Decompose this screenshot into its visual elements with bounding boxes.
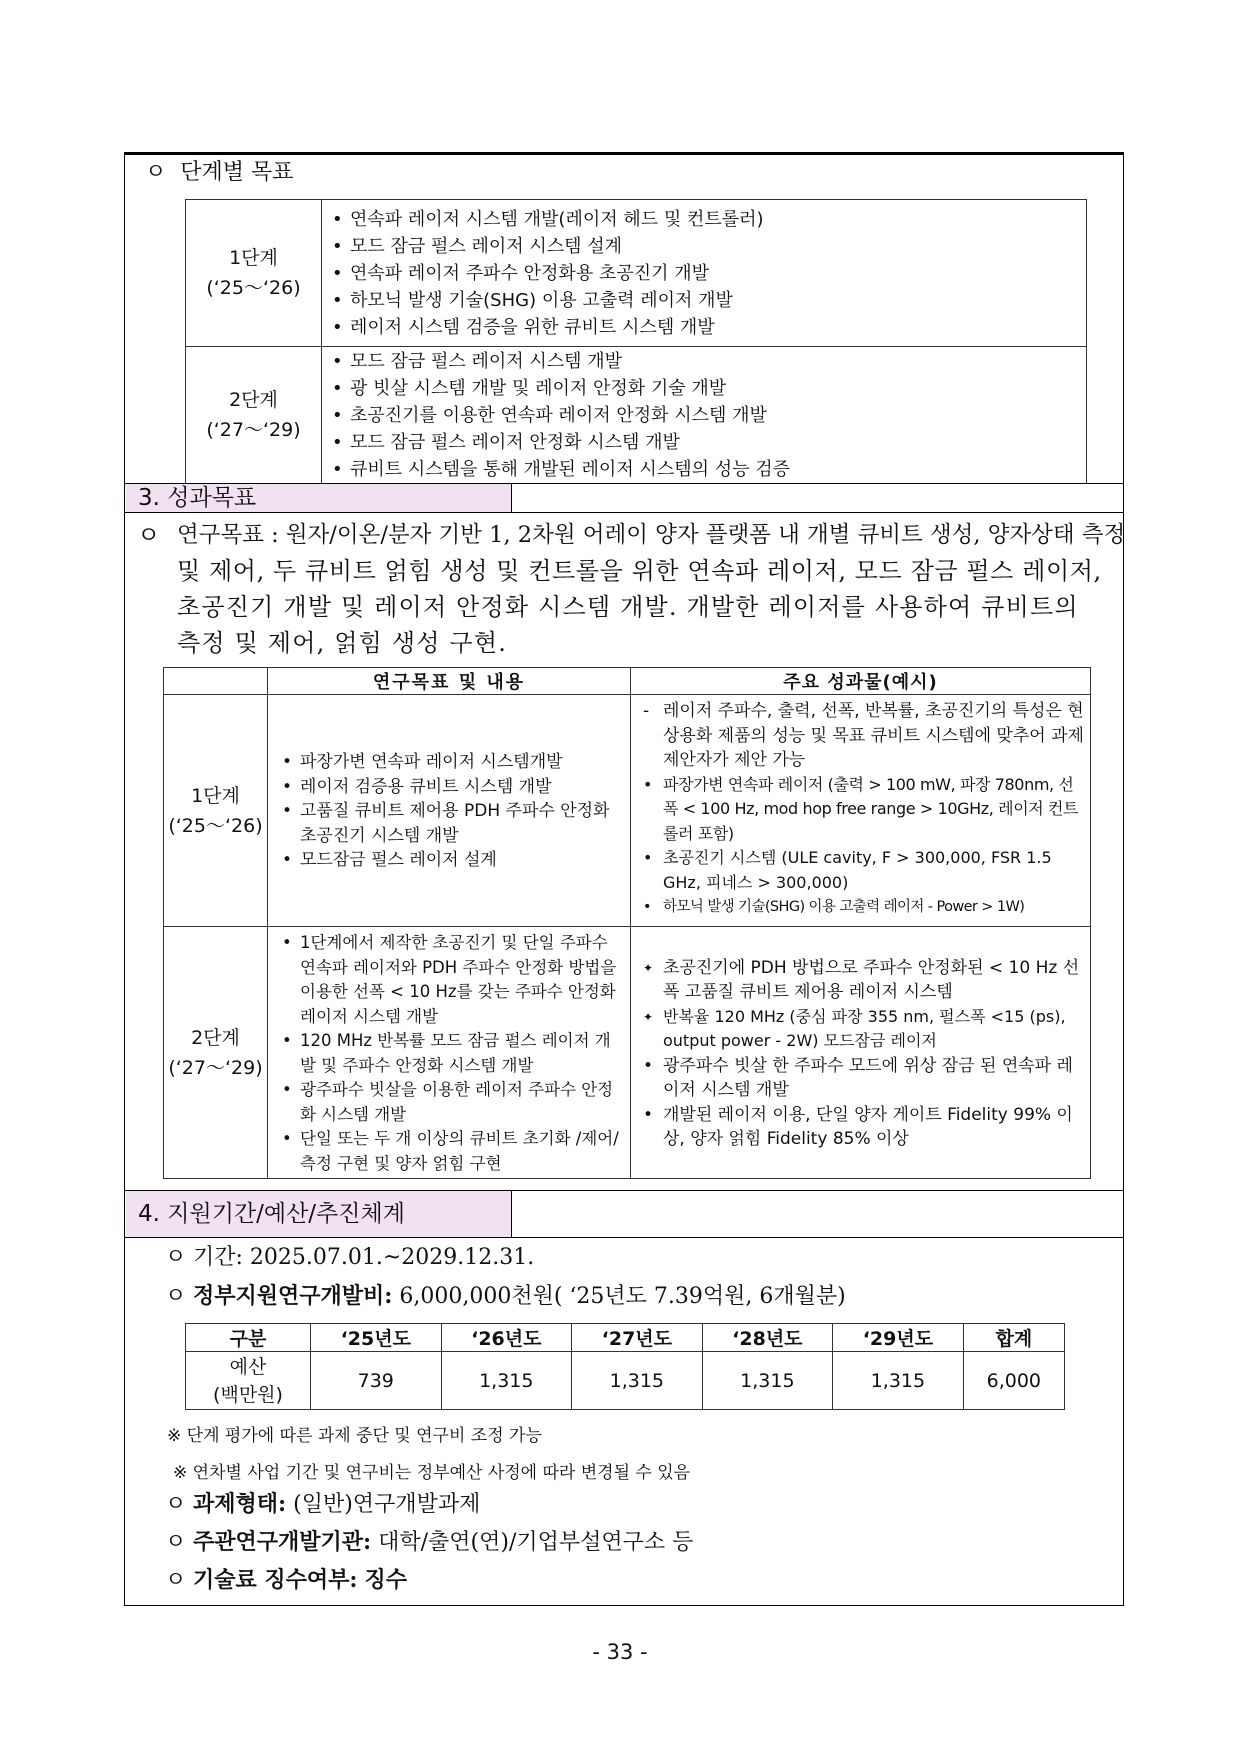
stage-1-outputs (631, 695, 1091, 927)
circle-bullet-icon: ㅇ (165, 1530, 187, 1555)
budget-header: ‘29년도 (833, 1324, 964, 1352)
list-item: • 광주파수 빗살을 이용한 레이저 주파수 안정화 시스템 개발 (274, 1078, 626, 1127)
output-text: 초공진기에 PDH 방법으로 주파수 안정화된 < 10 Hz 선폭 고품질 큐비트 제어용 레이저 시스템 (663, 957, 1080, 1002)
stage-1-label (164, 695, 268, 927)
circle-bullet-icon: ㅇ (165, 1492, 187, 1517)
list-item: • 레이저 시스템 검증을 위한 큐비트 시스템 개발 (322, 314, 1086, 341)
project-type-value: (일반)연구개발과제 (293, 1492, 481, 1517)
stage-goals-table (185, 199, 1087, 484)
list-item: • 하모닉 발생 기술(SHG) 이용 고출력 레이저 개발 (322, 287, 1086, 314)
budget-header: ‘28년도 (702, 1324, 833, 1352)
period-line (165, 1241, 534, 1275)
bullet-marker: • (643, 899, 651, 915)
stage-goals-heading (145, 157, 294, 189)
list-item (637, 895, 1086, 920)
budget-cell: 1,315 (572, 1352, 703, 1410)
list-item: • 모드 잠금 펄스 레이저 안정화 시스템 개발 (322, 429, 1086, 456)
list-item: • 초공진기를 이용한 연속파 레이저 안정화 시스템 개발 (322, 402, 1086, 429)
period-value: 2025.07.01.~2029.12.31. (249, 1245, 535, 1270)
funding-label: 정부지원연구개발비: (193, 1283, 393, 1309)
table-header-outputs: 주요 성과물(예시) (631, 668, 1091, 695)
output-text: 파장가변 연속파 레이저 (출력 > 100 mW, 파장 780nm, 선폭 < 100 Hz, mod hop free range > 10GHz, 레이저 컨트롤러 포함) (663, 774, 1079, 843)
note-text: ※ 연차별 사업 기간 및 연구비는 정부예산 사정에 따라 변경될 수 있음 (173, 1463, 691, 1483)
budget-header: ‘25년도 (311, 1324, 442, 1352)
stage-2-outputs (631, 927, 1091, 1179)
list-item: • 모드잠금 펄스 레이저 설계 (274, 848, 626, 873)
star-marker: ✦ (643, 1009, 654, 1024)
bullet-marker: • (643, 848, 653, 867)
stage-period: (‘25～‘26) (206, 277, 301, 299)
list-item: • 단일 또는 두 개 이상의 큐비트 초기화 /제어/측정 구현 및 양자 얽힘 구현 (274, 1127, 626, 1176)
divider (125, 1237, 1123, 1238)
budget-cell: 6,000 (963, 1352, 1064, 1410)
budget-header: ‘26년도 (441, 1324, 572, 1352)
funding-value: 6,000,000천원( ‘25년도 7.39억원, 6개월분) (399, 1284, 846, 1309)
paragraph-line: 측정 및 제어, 얽힘 생성 구현. (177, 629, 508, 657)
list-item: • 연속파 레이저 주파수 안정화용 초공진기 개발 (322, 260, 1086, 287)
tech-fee-value: 징수 (364, 1567, 408, 1593)
circle-bullet-icon: ㅇ (145, 160, 167, 185)
circle-bullet-icon: ㅇ (165, 1284, 187, 1309)
stage-name: 1단계 (229, 247, 278, 269)
section-4-title: 4. 지원기간/예산/추진체계 (138, 1201, 405, 1227)
list-item: • 파장가변 연속파 레이저 시스템개발 (274, 750, 626, 775)
budget-cell: 1,315 (833, 1352, 964, 1410)
performance-table (163, 667, 1091, 1179)
section-3-title: 3. 성과목표 (138, 485, 257, 511)
tech-fee-line (165, 1563, 407, 1598)
list-item (637, 1103, 1086, 1152)
stage-2-label (164, 927, 268, 1179)
list-item (637, 846, 1086, 895)
list-item: • 모드 잠금 펄스 레이저 시스템 설계 (322, 233, 1086, 260)
budget-cell: 739 (311, 1352, 442, 1410)
table-header-goals: 연구목표 및 내용 (268, 668, 631, 695)
organization-value: 대학/출연(연)/기업부설연구소 등 (378, 1530, 694, 1555)
list-item: • 1단계에서 제작한 초공진기 및 단일 주파수 연속파 레이저와 PDH 주파수 안정화 방법을 이용한 선폭 < 10 Hz를 갖는 주파수 안정화 레이저 시스템 개발 (274, 931, 626, 1029)
circle-bullet-icon: ㅇ (165, 1568, 187, 1593)
bullet-marker: • (643, 1055, 654, 1076)
bullet-marker: • (643, 774, 653, 794)
list-item: • 120 MHz 반복률 모드 잠금 펄스 레이저 개발 및 주파수 안정화 시스템 개발 (274, 1029, 626, 1078)
circle-bullet-icon: ㅇ (137, 521, 161, 549)
output-text: 반복율 120 MHz (중심 파장 355 nm, 펄스폭 <15 (ps), output power - 2W) 모드잠금 레이저 (663, 1006, 1066, 1050)
list-item (637, 1005, 1086, 1054)
stage-goals-title: 단계별 목표 (180, 160, 294, 185)
list-item: • 연속파 레이저 시스템 개발(레이저 헤드 및 컨트롤러) (322, 206, 1086, 233)
stage-name: 2단계 (191, 1026, 240, 1049)
funding-line (165, 1279, 846, 1314)
stage-2-items (322, 347, 1087, 484)
list-item: • 레이저 검증용 큐비트 시스템 개발 (274, 775, 626, 800)
budget-header: 합계 (963, 1324, 1064, 1352)
stage-1-goals (268, 695, 631, 927)
organization-label: 주관연구개발기관: (193, 1529, 372, 1555)
output-text: 광주파수 빗살 한 주파수 모드에 위상 잠금 된 연속파 레이저 시스템 개발 (663, 1055, 1073, 1100)
table-header-empty (164, 668, 268, 695)
project-type-label: 과제형태: (193, 1491, 287, 1517)
star-marker: ✦ (643, 960, 654, 975)
note-text: ※ 단계 평가에 따른 과제 중단 및 연구비 조정 가능 (167, 1426, 542, 1446)
list-item (637, 699, 1086, 773)
budget-row-label (186, 1352, 311, 1410)
dash-marker: - (643, 701, 650, 721)
stage-period: (‘27～‘29) (168, 1056, 263, 1079)
budget-table (185, 1323, 1065, 1410)
stage-1-label (186, 200, 322, 347)
stage-2-goals (268, 927, 631, 1179)
list-item (637, 1054, 1086, 1103)
output-text: 개발된 레이저 이용, 단일 양자 게이트 Fidelity 99% 이상, 양자 얽힘 Fidelity 85% 이상 (663, 1104, 1073, 1149)
bullet-marker: • (643, 1104, 654, 1125)
budget-header: ‘27년도 (572, 1324, 703, 1352)
paragraph-line: 초공진기 개발 및 레이저 안정화 시스템 개발. 개발한 레이저를 사용하여 큐비트의 (177, 593, 1079, 621)
circle-bullet-icon: ㅇ (165, 1245, 187, 1270)
section-4-header (126, 1191, 512, 1237)
stage-1-items (322, 200, 1087, 347)
stage-period: (‘25～‘26) (168, 814, 263, 837)
list-item (637, 773, 1086, 847)
divider (125, 512, 1123, 513)
tech-fee-label: 기술료 징수여부: (193, 1567, 358, 1593)
page-number: - 33 - (592, 1640, 648, 1664)
budget-header: 구분 (186, 1324, 311, 1352)
paragraph-line: 및 제어, 두 큐비트 얽힘 생성 및 컨트롤을 위한 연속파 레이저, 모드 잠금 펄스 레이저, (177, 557, 1102, 585)
list-item: • 고품질 큐비트 제어용 PDH 주파수 안정화 초공진기 시스템 개발 (274, 799, 626, 848)
research-goal-paragraph (137, 517, 1126, 661)
stage-period: (‘27～‘29) (206, 419, 301, 441)
budget-unit: (백만원) (213, 1383, 283, 1406)
output-text: 하모닉 발생 기술(SHG) 이용 고출력 레이저 - Power > 1W) (663, 899, 1025, 915)
organization-line (165, 1525, 693, 1560)
section-3-header (126, 484, 512, 512)
list-item: • 큐비트 시스템을 통해 개발된 레이저 시스템의 성능 검증 (322, 456, 1086, 483)
output-text: 초공진기 시스템 (ULE cavity, F > 300,000, FSR 1.5 GHz, 피네스 > 300,000) (663, 848, 1052, 892)
stage-name: 1단계 (191, 784, 240, 807)
period-label: 기간: (193, 1245, 243, 1270)
list-item (637, 956, 1086, 1005)
project-type-line (165, 1487, 480, 1522)
stage-name: 2단계 (229, 389, 278, 411)
list-item: • 모드 잠금 펄스 레이저 시스템 개발 (322, 348, 1086, 375)
budget-cell: 1,315 (702, 1352, 833, 1410)
output-text: 레이저 주파수, 출력, 선폭, 반복률, 초공진기의 특성은 현 상용화 제품의 성능 및 목표 큐비트 시스템에 맞추어 과제 제안자가 제안 가능 (663, 701, 1084, 770)
content-frame (124, 152, 1124, 1606)
budget-label: 예산 (229, 1355, 267, 1378)
stage-2-label (186, 347, 322, 484)
list-item: • 광 빗살 시스템 개발 및 레이저 안정화 기술 개발 (322, 375, 1086, 402)
paragraph-line: 연구목표 : 원자/이온/분자 기반 1, 2차원 어레이 양자 플랫폼 내 개별 큐비트 생성, 양자상태 측정 (177, 522, 1126, 548)
budget-cell: 1,315 (441, 1352, 572, 1410)
